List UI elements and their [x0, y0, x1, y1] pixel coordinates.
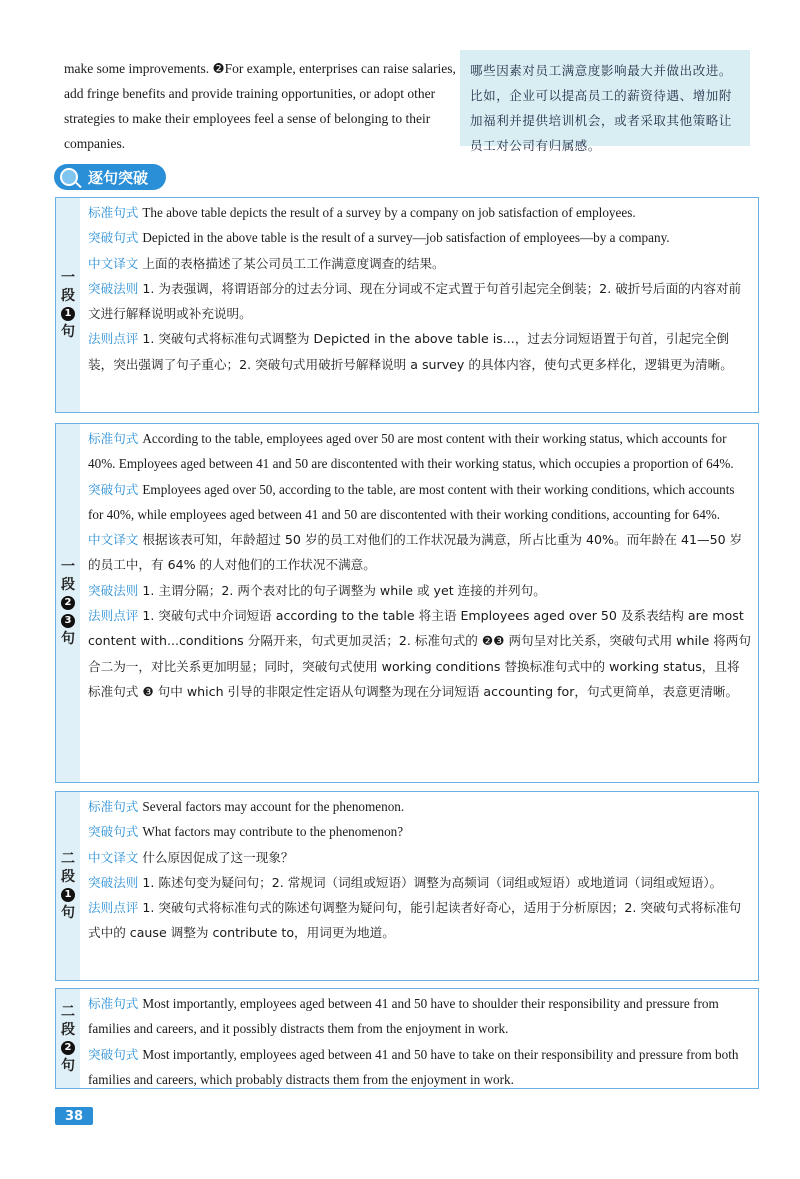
breakthrough-sentence: Most importantly, employees aged between 41 and 50 have to take on their responsibility and pressure from both families and careers, which probably distracts them from the enjoyment in work.	[88, 1046, 739, 1087]
comment: 1. 突破句式将标准句式的陈述句调整为疑问句，能引起读者好奇心，适用于分析原因；2. 突破句式将标准句式中的 cause 调整为 contribute to，用词更为地道。	[88, 900, 742, 941]
block-side-label: 二 段 2 句	[56, 989, 80, 1088]
standard-sentence: Most importantly, employees aged between 41 and 50 have to shoulder their responsibility and pressure from families and careers, and it possibly distracts them from the enjoyment in work.	[88, 996, 719, 1037]
standard-sentence: Several factors may account for the phenomenon.	[142, 799, 405, 814]
standard-sentence: The above table depicts the result of a survey by a company on job satisfaction of employees.	[142, 205, 636, 220]
sentence-block-2: 一 段 2 3 句 标准句式 According to the table, employees aged over 50 are most content with their working status, which accounts for 40%. Employees aged between 41 and 50 are discontented with their working status, which occupies a proportion of 64%. 突破句式 Employees aged over 50, according to the table, are most content with their working conditions, which accounts for 40%, while employees aged between 41 and 50 are discontented with their working conditions, accounting for 64%. 中文译文 根据该表可知，年龄超过 50 岁的员工对他们的工作状况最为满意，所占比重为 40%。而年龄在 41—50 岁的员工中，有 64% 的人对他们的工作状况不满意。 突破法则 1. 主谓分隔；2. 两个表对比的句子调整为 while 或 yet 连接的并列句。 法则点评 1. 突破句式中介词短语 according to the table 将主语 Employees aged over 50 及系表结构 are most content with...conditions 分隔开来，句式更加灵活；2. 标准句式的 ❷❸ 两句呈对比关系，突破句式用 while 将两句合二为一，对比关系更加明显；同时，突破句式使用 working conditions 替换标准句式中的 working status，且将标准句式 ❸ 句中 which 引导的非限定性定语从句调整为现在分词短语 accounting for，句式更简单，表意更清晰。	[55, 423, 759, 783]
comment: 1. 突破句式将标准句式调整为 Depicted in the above table is...，过去分词短语置于句首，引起完全倒装，突出强调了句子重心；2. 突破句式用破折号解释说明 a survey 的具体内容，使句式更多样化，逻辑更为清晰。	[88, 331, 733, 372]
section-header	[54, 164, 166, 190]
magnifier-icon	[60, 168, 78, 186]
top-english-paragraph: make some improvements. ❷For example, enterprises can raise salaries, add fringe benefits and provide training opportunities, or adopt other strategies to make their employees feel a sense of belonging to their companies.	[64, 61, 456, 151]
breakthrough-sentence: Employees aged over 50, according to the table, are most content with their working conditions, which accounts for 40%, while employees aged between 41 and 50 are discontented with their working conditions, accounting for 64%.	[88, 481, 735, 522]
translation: 上面的表格描述了某公司员工工作满意度调查的结果。	[142, 255, 445, 271]
block-side-label: 二 段 1 句	[56, 792, 80, 980]
rule: 1. 主谓分隔；2. 两个表对比的句子调整为 while 或 yet 连接的并列句。	[142, 582, 546, 598]
rule: 1. 为表强调，将谓语部分的过去分词、现在分词或不定式置于句首引起完全倒装；2. 破折号后面的内容对前文进行解释说明或补充说明。	[88, 280, 742, 322]
rule: 1. 陈述句变为疑问句；2. 常规词（词组或短语）调整为高频词（词组或短语）或地道词（词组或短语）。	[142, 874, 723, 890]
standard-sentence: According to the table, employees aged over 50 are most content with their working status, which accounts for 40%. Employees aged between 41 and 50 are discontented with their working status, which occupies a proportion of 64%.	[88, 431, 734, 472]
translation: 根据该表可知，年龄超过 50 岁的员工对他们的工作状况最为满意，所占比重为 40%。而年龄在 41—50 岁的员工中，有 64% 的人对他们的工作状况不满意。	[88, 532, 743, 573]
section-title: 逐句突破	[88, 168, 149, 187]
translation: 什么原因促成了这一现象？	[142, 849, 294, 865]
sentence-block-1: 一 段 1 句 标准句式 The above table depicts the result of a survey by a company on job satisfaction of employees. 突破句式 Depicted in the above table is the result of a survey—job satisfaction of employees—by a company. 中文译文 上面的表格描述了某公司员工工作满意度调查的结果。 突破法则 1. 为表强调，将谓语部分的过去分词、现在分词或不定式置于句首引起完全倒装；2. 破折号后面的内容对前文进行解释说明或补充说明。 法则点评 1. 突破句式将标准句式调整为 Depicted in the above table is...，过去分词短语置于句首，引起完全倒装，突出强调了句子重心；2. 突破句式用破折号解释说明 a survey 的具体内容，使句式更多样化，逻辑更为清晰。	[55, 197, 759, 413]
page-number: 38	[55, 1107, 93, 1125]
block-side-label: 一 段 1 句	[56, 198, 80, 412]
breakthrough-sentence: What factors may contribute to the phenomenon?	[142, 824, 404, 840]
breakthrough-sentence: Depicted in the above table is the result of a survey—job satisfaction of employees—by a company.	[142, 230, 670, 246]
sentence-block-4: 二 段 2 句 标准句式 Most importantly, employees aged between 41 and 50 have to shoulder their responsibility and pressure from families and careers, and it possibly distracts them from the enjoyment in work. 突破句式 Most importantly, employees aged between 41 and 50 have to take on their responsibility and pressure from both families and careers, which probably distracts them from the enjoyment in work.	[55, 988, 759, 1089]
sentence-block-3: 二 段 1 句 标准句式 Several factors may account for the phenomenon. 突破句式 What factors may contribute to the phenomenon? 中文译文 什么原因促成了这一现象？ 突破法则 1. 陈述句变为疑问句；2. 常规词（词组或短语）调整为高频词（词组或短语）或地道词（词组或短语）。 法则点评 1. 突破句式将标准句式的陈述句调整为疑问句，能引起读者好奇心，适用于分析原因；2. 突破句式将标准句式中的 cause 调整为 contribute to，用词更为地道。	[55, 791, 759, 981]
block-side-label: 一 段 2 3 句	[56, 424, 80, 782]
top-chinese-note: 哪些因素对员工满意度影响最大并做出改进。比如，企业可以提高员工的薪资待遇、增加附加福利并提供培训机会，或者采取其他策略让员工对公司有归属感。	[460, 50, 750, 146]
comment: 1. 突破句式中介词短语 according to the table 将主语 Employees aged over 50 及系表结构 are most content with...conditions 分隔开来，句式更加灵活；2. 标准句式的 ❷❸ 两句呈对比关系，突破句式用 while 将两句合二为一，对比关系更加明显；同时，突破句式使用 working conditions 替换标准句式中的 working status，且将标准句式 ❸ 句中 which 引导的非限定性定语从句调整为现在分词短语 accounting for，句式更简单，表意更清晰。	[88, 608, 751, 699]
